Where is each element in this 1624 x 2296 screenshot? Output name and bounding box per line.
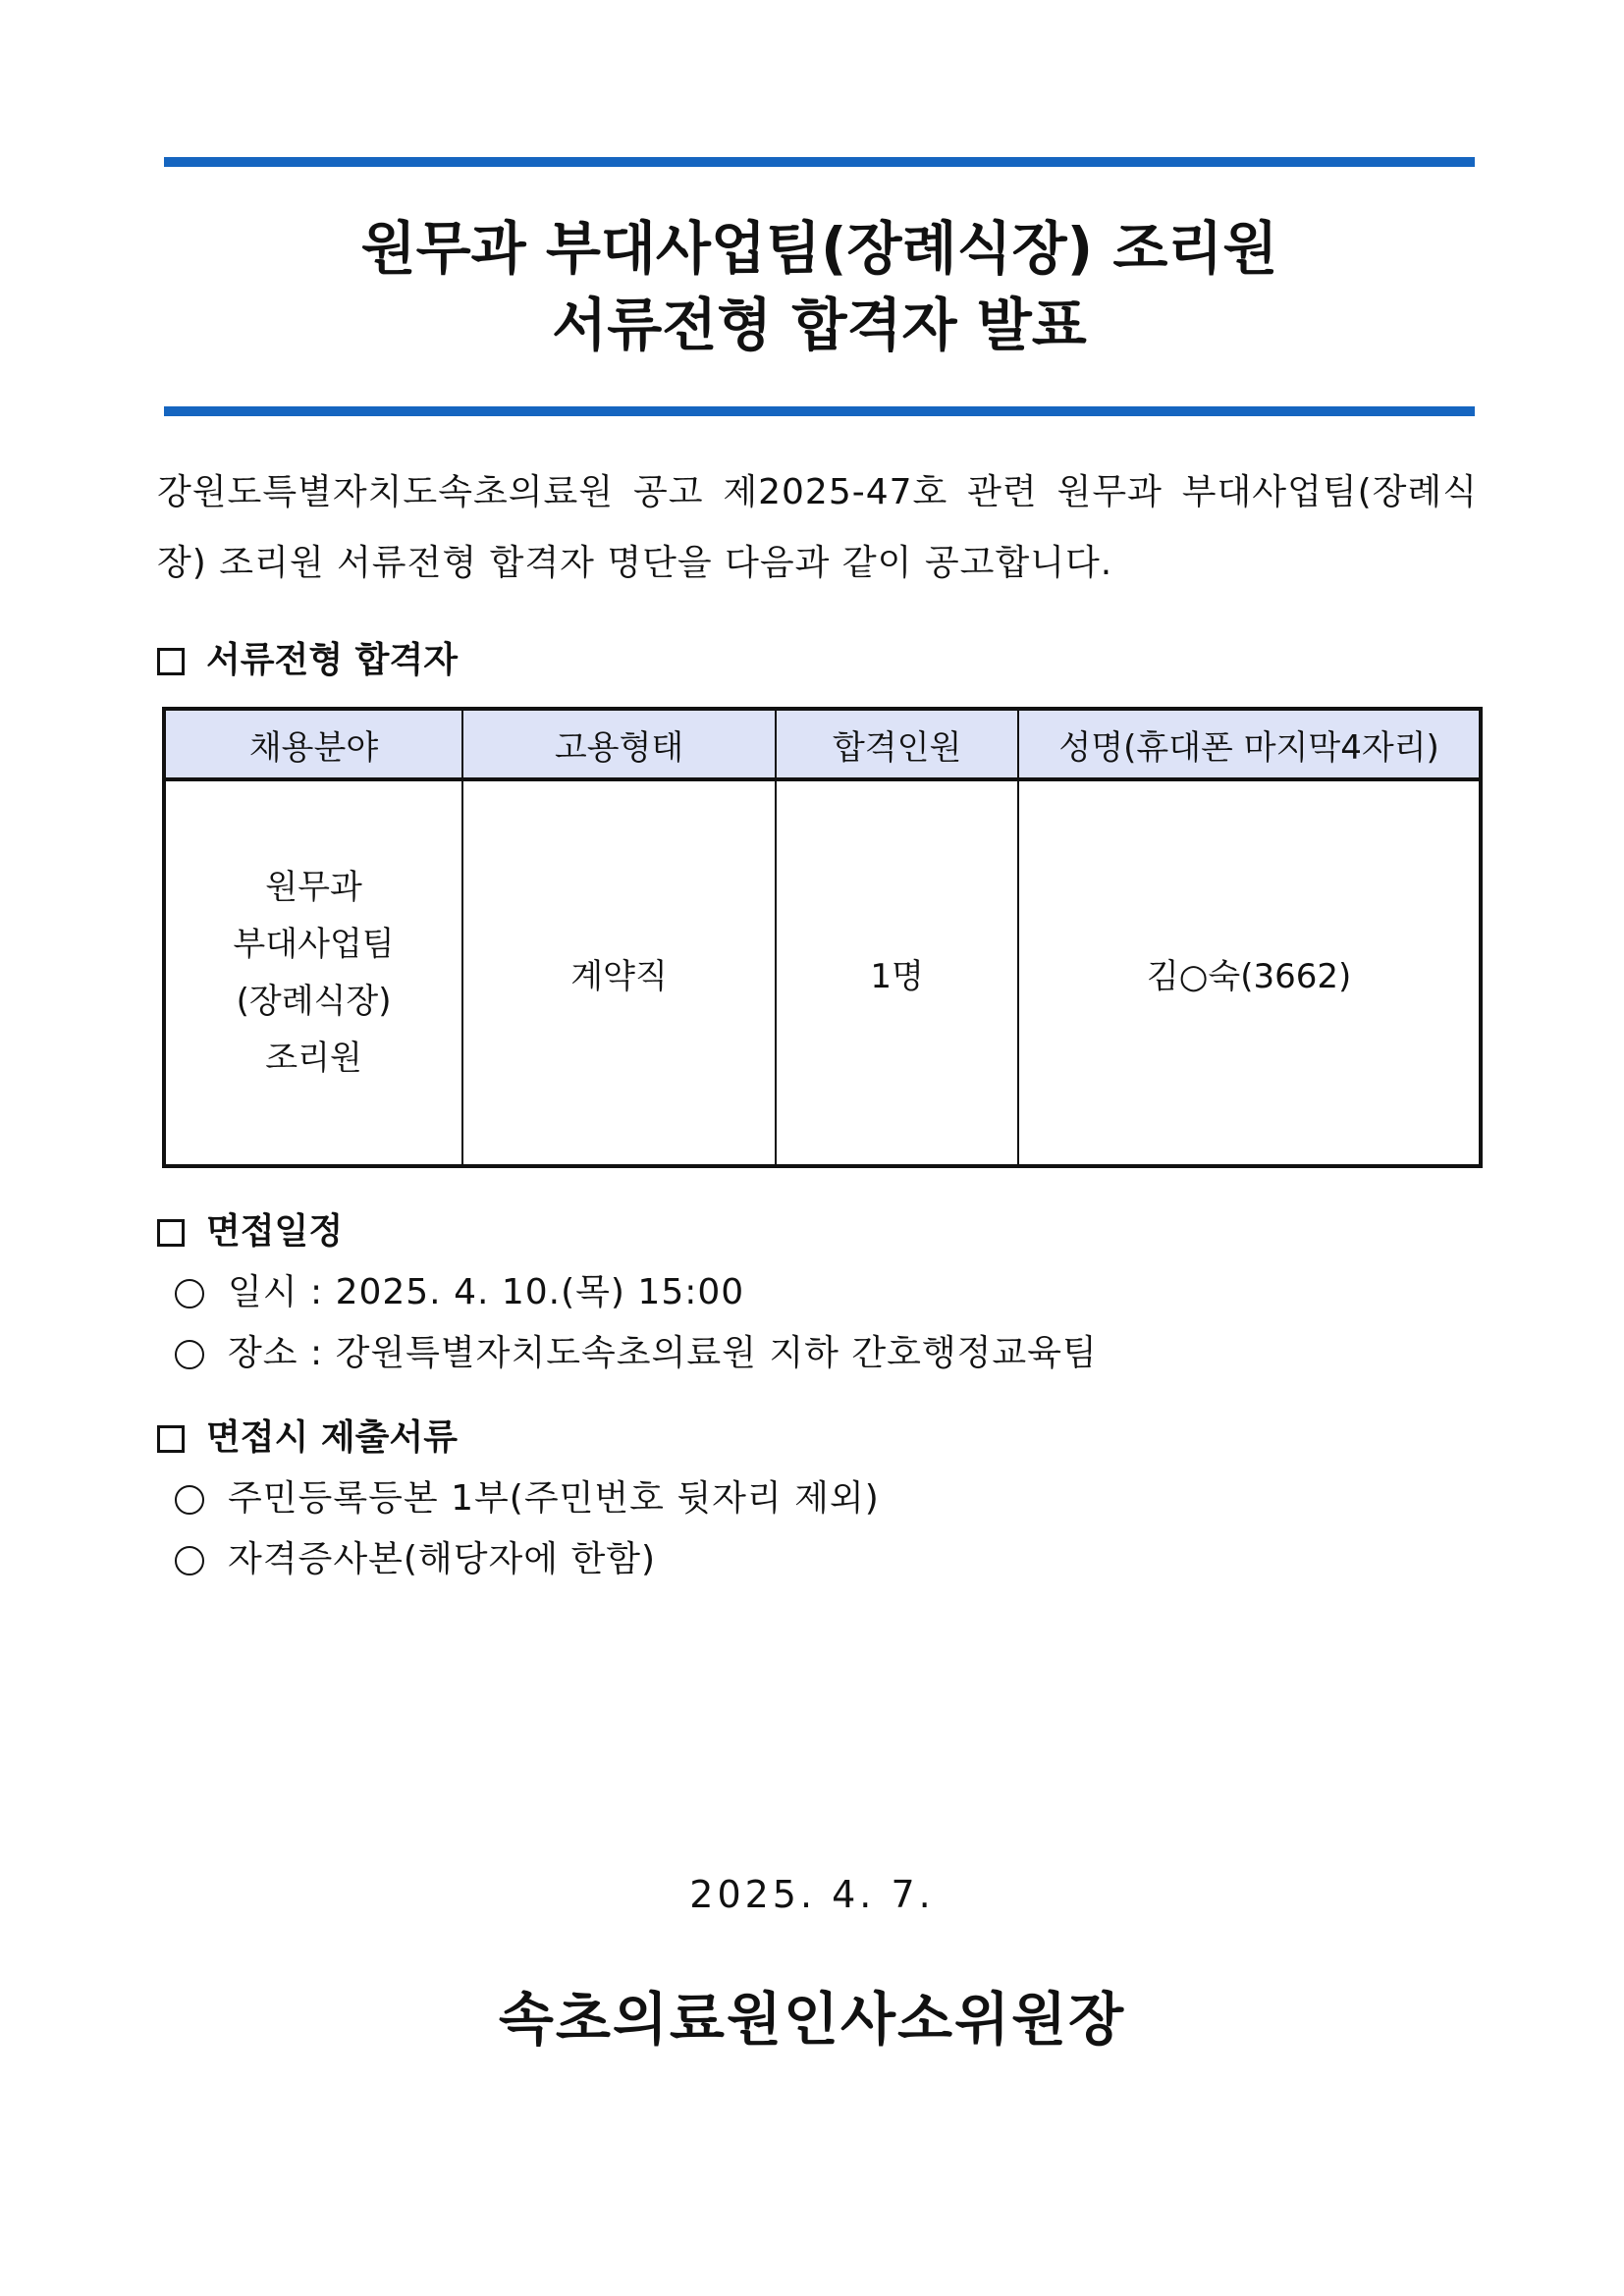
interview-datetime-text: 일시 : 2025. 4. 10.(목) 15:00	[228, 1272, 745, 1312]
bottom-blue-rule	[164, 406, 1475, 416]
field-line: 부대사업팀	[233, 925, 395, 964]
document-resident-text: 주민등록등본 1부(주민번호 뒷자리 제외)	[228, 1478, 880, 1519]
header-name: 성명(휴대폰 마지막4자리)	[1018, 709, 1481, 779]
circle-bullet-icon	[175, 1546, 204, 1575]
interview-item-place	[175, 1325, 1098, 1375]
field-line: 조리원	[265, 1039, 362, 1078]
cell-name: 김○숙(3662)	[1018, 779, 1481, 1166]
section-passers-label: 서류전형 합격자	[206, 640, 458, 680]
cell-employment-type: 계약직	[462, 779, 776, 1166]
announcement-date: 2025. 4. 7.	[689, 1873, 935, 1916]
cell-field	[164, 779, 462, 1166]
page-title-line1: 원무과 부대사업팀(장례식장) 조리원	[360, 215, 1278, 282]
circle-bullet-icon	[175, 1279, 204, 1308]
field-line: (장례식장)	[236, 982, 392, 1021]
field-line: 원무과	[265, 868, 362, 907]
page-title-line2: 서류전형 합격자 발표	[552, 292, 1087, 358]
section-documents-heading	[157, 1410, 458, 1460]
passers-table	[162, 707, 1483, 1168]
interview-place-text: 장소 : 강원특별자치도속초의료원 지하 간호행정교육팀	[228, 1333, 1098, 1373]
top-blue-rule	[164, 157, 1475, 167]
document-item-resident-register	[175, 1470, 880, 1521]
document-item-license-copy	[175, 1531, 656, 1581]
checkbox-square-icon	[157, 648, 185, 675]
section-documents-label: 면접시 제출서류	[206, 1417, 458, 1458]
table-row	[164, 779, 1481, 1166]
checkbox-square-icon	[157, 1219, 185, 1247]
section-interview-heading	[157, 1203, 343, 1254]
interview-item-datetime	[175, 1264, 744, 1314]
header-field: 채용분야	[164, 709, 462, 779]
header-count: 합격인원	[776, 709, 1018, 779]
cell-count: 1명	[776, 779, 1018, 1166]
section-passers-heading	[157, 632, 458, 682]
circle-bullet-icon	[175, 1485, 204, 1515]
intro-paragraph: 강원도특별자치도속초의료원 공고 제2025-47호 관련 원무과 부대사업팀(장례식장) 조리원 서류전형 합격자 명단을 다음과 같이 공고합니다.	[157, 472, 1478, 583]
checkbox-square-icon	[157, 1425, 185, 1453]
circle-bullet-icon	[175, 1340, 204, 1369]
table-header-row	[164, 709, 1481, 779]
issuer-signature: 속초의료원인사소위원장	[498, 1986, 1126, 2053]
section-interview-label: 면접일정	[206, 1211, 344, 1252]
document-license-text: 자격증사본(해당자에 한함)	[228, 1539, 657, 1579]
header-employment-type: 고용형태	[462, 709, 776, 779]
